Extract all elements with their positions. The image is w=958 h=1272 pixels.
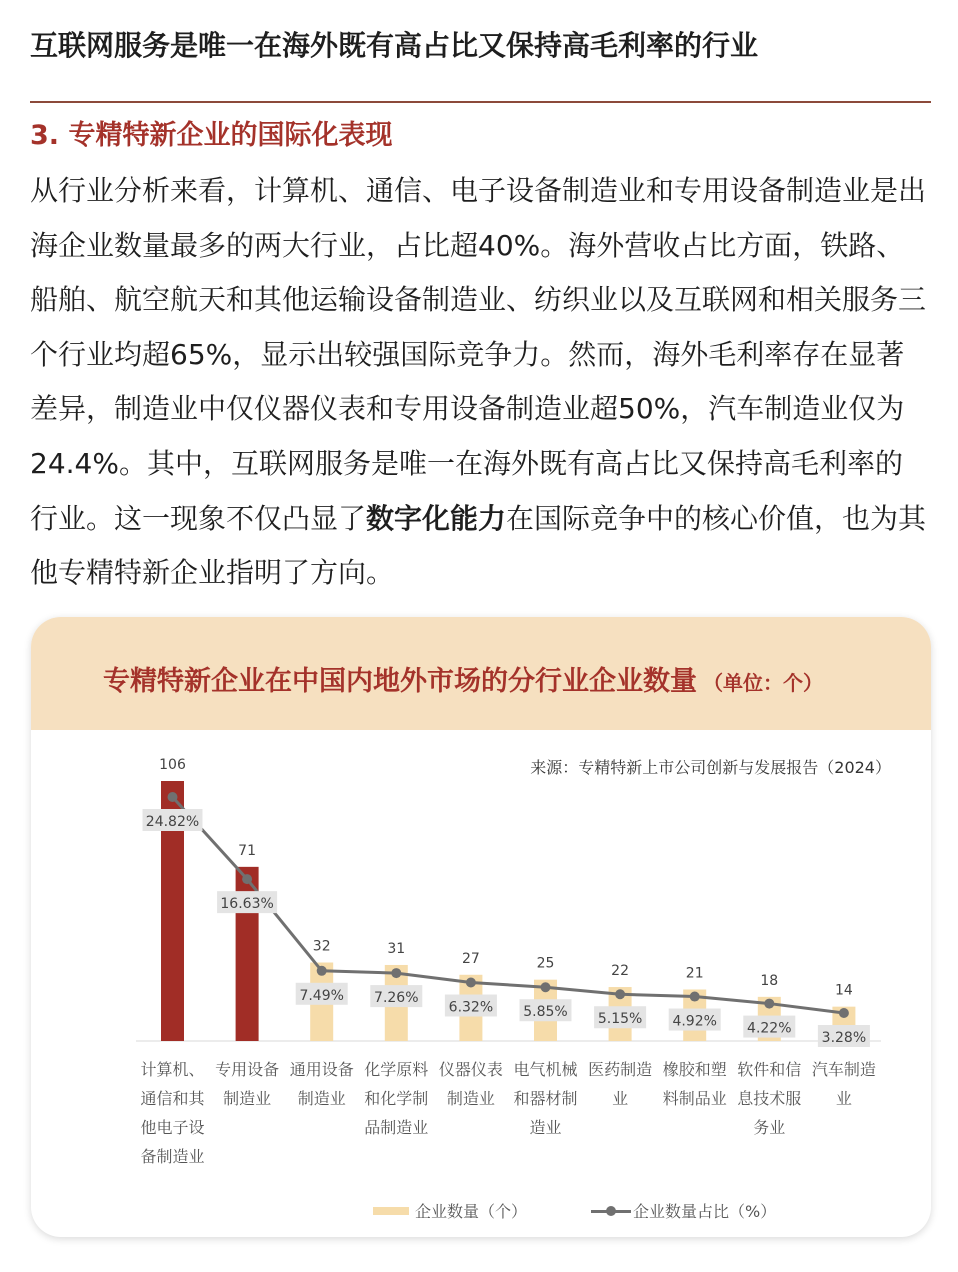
chart-source: 来源：专精特新上市公司创新与发展报告（2024）: [530, 758, 891, 777]
category-tick-label: 化学原料: [364, 1060, 429, 1079]
bar-value-label: 71: [238, 842, 257, 859]
category-tick-label: 制造业: [223, 1089, 272, 1108]
line-point: [839, 1008, 849, 1018]
line-value-label: 5.15%: [597, 1011, 643, 1028]
line-point: [466, 978, 476, 988]
category-tick-label: 计算机、: [140, 1060, 205, 1079]
line-value-label: 4.22%: [747, 1020, 792, 1037]
bar-value-label: 21: [685, 965, 704, 982]
line-point: [317, 966, 327, 976]
line-point: [168, 792, 178, 802]
line-point: [764, 999, 774, 1009]
section-heading: 3. 专精特新企业的国际化表现: [30, 120, 393, 151]
legend-bar-label: 企业数量（个）: [415, 1202, 528, 1221]
bar-value-label: 14: [834, 982, 853, 999]
bar-value-label: 106: [159, 757, 186, 773]
bar-value-label: 25: [536, 955, 555, 972]
category-tick-label: 业: [612, 1089, 629, 1108]
bar-value-label: 18: [760, 972, 779, 989]
paragraph-text-end: 在国际竞争中的核心价值，也为其他专精特新企业指明了方向。: [30, 501, 927, 590]
category-tick-label: 专用设备: [215, 1060, 280, 1079]
line-point: [391, 968, 401, 978]
line-point: [541, 982, 551, 992]
bar-value-label: 22: [611, 963, 630, 980]
category-tick-label: 品制造业: [364, 1118, 429, 1137]
category-tick-label: 和器材制: [513, 1089, 578, 1108]
line-point: [242, 874, 252, 884]
legend-line-swatch: [591, 1205, 631, 1217]
line-value-label: 6.32%: [448, 999, 494, 1016]
chart-legend: [31, 1199, 931, 1223]
category-tick-label: 汽车制造: [811, 1060, 876, 1079]
line-value-label: 4.92%: [672, 1013, 717, 1030]
paragraph-text: 从行业分析来看，计算机、通信、电子设备制造业和专用设备制造业是出海企业数量最多的两大行业，占比超40%。海外营收占比方面，铁路、船舶、航空航天和其他运输设备制造业、纺织业以及互联网和相关服务三个行业均超65%，显示出较强国际竞争力。然而，海外毛利率存在显著差异，制造业中仅仪器仪表和专用设备制造业超50%，汽车制造业仅为24.4%。其中，互联网服务是唯一在海外既有高占比又保持高毛利率的行业。这一现象不仅凸显了: [30, 174, 927, 535]
category-tick-label: 仪器仪表: [438, 1060, 503, 1079]
line-value-label: 7.26%: [374, 990, 419, 1007]
category-tick-label: 业: [835, 1089, 852, 1108]
line-value-label: 5.85%: [523, 1004, 568, 1021]
legend-item-line: [591, 1199, 776, 1222]
chart-plot: [31, 617, 931, 1237]
chart-title-text: 专精特新企业在中国内地外市场的分行业企业数量: [103, 666, 697, 697]
paragraph-emphasis: 数字化能力: [366, 501, 507, 535]
body-paragraph: [30, 164, 930, 601]
line-value-label: 7.49%: [299, 987, 344, 1004]
category-tick-label: 料制品业: [662, 1089, 727, 1108]
category-tick-label: 通信和其: [140, 1089, 205, 1108]
category-tick-label: 通用设备: [289, 1060, 354, 1079]
bar-value-label: 32: [312, 938, 331, 955]
title-divider: [30, 101, 931, 103]
category-tick-label: 备制造业: [140, 1147, 205, 1166]
category-tick-label: 医药制造: [588, 1060, 653, 1079]
line-value-label: 16.63%: [220, 896, 274, 913]
bar-value-label: 27: [461, 950, 480, 967]
category-tick-label: 制造业: [297, 1089, 346, 1108]
category-tick-label: 务业: [753, 1118, 786, 1137]
page-title: 互联网服务是唯一在海外既有高占比又保持高毛利率的行业: [30, 29, 759, 62]
category-tick-label: 制造业: [446, 1089, 495, 1108]
category-tick-label: 和化学制: [364, 1089, 429, 1108]
legend-item-bars: [373, 1199, 527, 1222]
line-value-label: 24.82%: [145, 814, 200, 830]
chart-unit-label: （单位：个）: [703, 671, 823, 695]
category-tick-label: 电气机械: [513, 1060, 578, 1079]
category-tick-label: 息技术服: [737, 1089, 802, 1108]
line-point: [615, 989, 625, 999]
category-tick-label: 软件和信: [737, 1060, 802, 1079]
bar-value-label: 31: [387, 940, 406, 957]
category-tick-label: 橡胶和塑: [662, 1060, 727, 1079]
line-value-label: 3.28%: [821, 1030, 867, 1046]
category-tick-label: 他电子设: [140, 1118, 205, 1137]
legend-line-label: 企业数量占比（%）: [633, 1202, 777, 1221]
chart-card: [31, 617, 931, 1237]
line-point: [690, 992, 700, 1002]
legend-bar-swatch: [373, 1207, 409, 1215]
category-tick-label: 造业: [529, 1118, 562, 1137]
